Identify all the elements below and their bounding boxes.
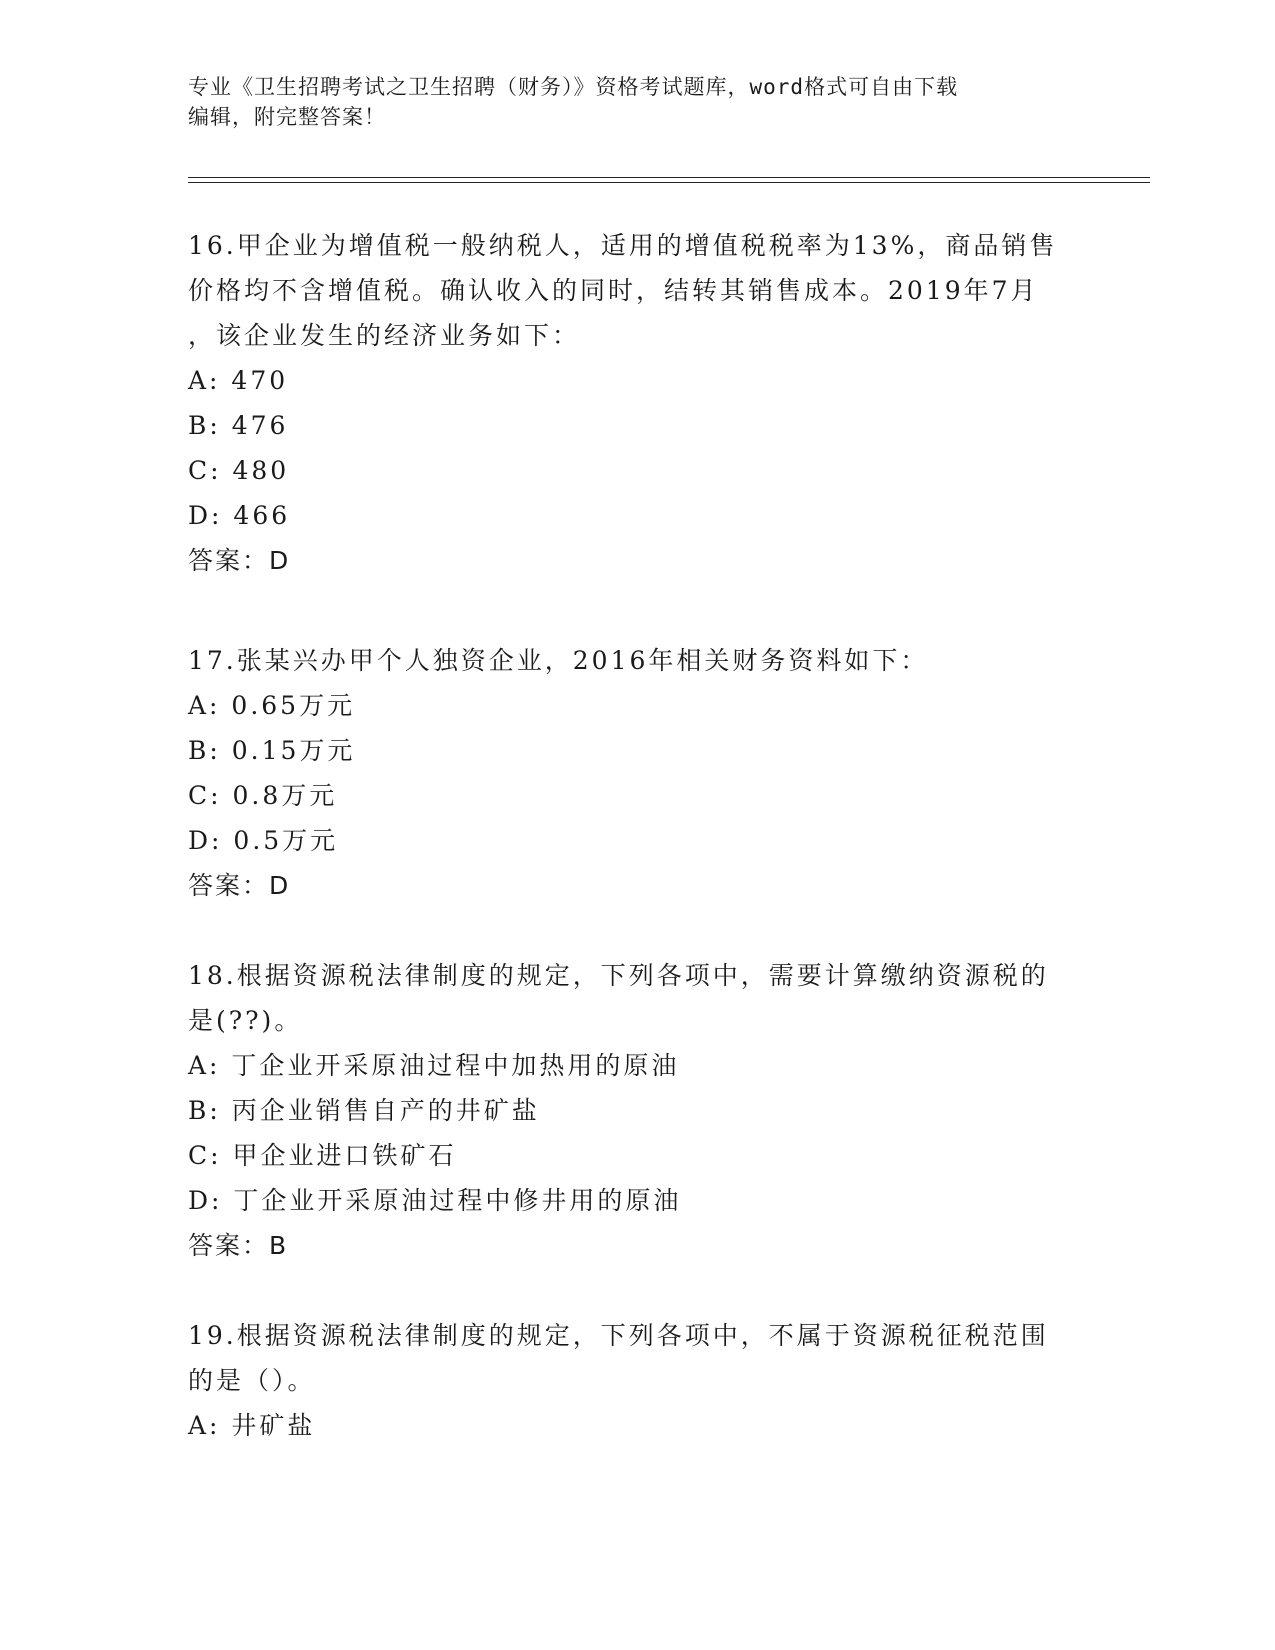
option-a: A: 井矿盐: [188, 1411, 316, 1440]
question-text-line: ，该企业发生的经济业务如下：: [188, 321, 581, 350]
question-text-line: 17.张某兴办甲个人独资企业，2016年相关财务资料如下：: [188, 646, 929, 675]
question-19: [188, 1313, 1088, 1448]
answer-label: 答案：B: [188, 1231, 289, 1260]
document-header: [188, 72, 1088, 132]
option-c: C: 0.8万元: [188, 781, 338, 810]
question-18: [188, 953, 1088, 1268]
header-line-1: 专业《卫生招聘考试之卫生招聘（财务）》资格考试题库，word格式可自由下载: [188, 75, 959, 99]
question-17: [188, 638, 1088, 908]
option-a: A: 丁企业开采原油过程中加热用的原油: [188, 1051, 680, 1080]
option-d: D: 丁企业开采原油过程中修井用的原油: [188, 1186, 682, 1215]
option-c: C: 480: [188, 456, 290, 485]
question-16: [188, 223, 1088, 583]
header-divider: [188, 177, 1150, 178]
option-b: B: 0.15万元: [188, 736, 356, 765]
option-b: B: 476: [188, 411, 289, 440]
header-line-2: 编辑，附完整答案！: [188, 105, 386, 129]
option-d: D: 466: [188, 501, 291, 530]
header-divider-second: [188, 182, 1150, 183]
option-d: D: 0.5万元: [188, 826, 339, 855]
answer-label: 答案：D: [188, 546, 291, 575]
question-text-line: 18.根据资源税法律制度的规定，下列各项中，需要计算缴纳资源税的: [188, 961, 1049, 990]
option-a: A: 470: [188, 366, 289, 395]
question-text-line: 16.甲企业为增值税一般纳税人，适用的增值税税率为13%，商品销售: [188, 231, 1058, 260]
option-a: A: 0.65万元: [188, 691, 356, 720]
option-b: B: 丙企业销售自产的井矿盐: [188, 1096, 540, 1125]
question-text-line: 是(??)。: [188, 1006, 303, 1035]
option-c: C: 甲企业进口铁矿石: [188, 1141, 457, 1170]
answer-label: 答案：D: [188, 871, 291, 900]
question-text-line: 价格均不含增值税。确认收入的同时，结转其销售成本。2019年7月: [188, 276, 1039, 305]
question-text-line: 19.根据资源税法律制度的规定，下列各项中，不属于资源税征税范围: [188, 1321, 1049, 1350]
question-text-line: 的是（）。: [188, 1366, 316, 1395]
